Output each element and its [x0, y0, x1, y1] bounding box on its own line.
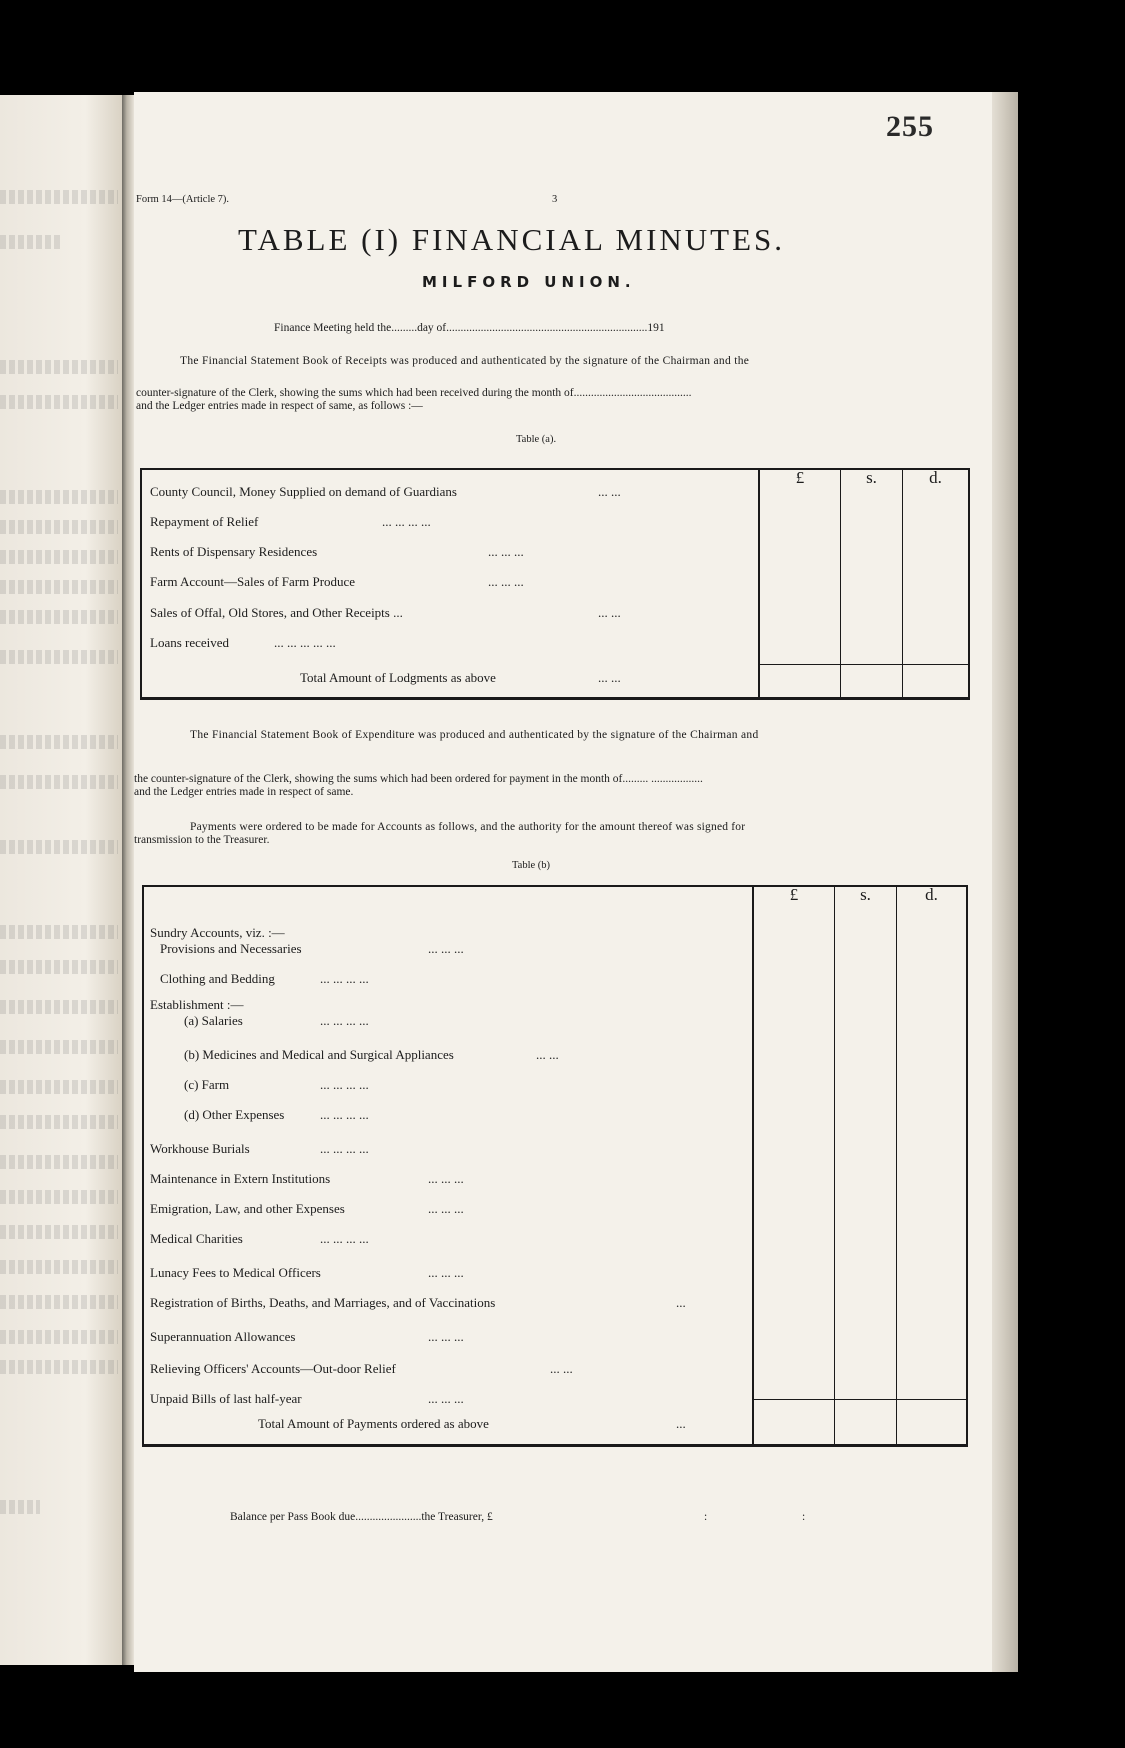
- total-dots: ... ...: [598, 670, 621, 685]
- table-b: [142, 885, 968, 1447]
- table-row: Registration of Births, Deaths, and Marriages, and of Vaccinations: [150, 1295, 496, 1310]
- sheet-number: 3: [552, 194, 558, 205]
- payments-para-line1: Payments were ordered to be made for Accounts as follows, and the authority for the amount thereof was signed for: [190, 821, 746, 833]
- table-row: Establishment :—: [150, 997, 244, 1012]
- page-number: 255: [886, 110, 934, 143]
- page-title: TABLE (I) FINANCIAL MINUTES.: [238, 222, 786, 257]
- page-edge: [992, 92, 1018, 1672]
- row-dots: ...: [676, 1295, 686, 1310]
- total-dots: ...: [676, 1416, 686, 1431]
- table-row: Maintenance in Extern Institutions: [150, 1171, 331, 1186]
- table-row: Medical Charities: [150, 1231, 243, 1246]
- table-row: Sundry Accounts, viz. :—: [150, 925, 285, 940]
- row-dots: ... ... ...: [488, 544, 524, 559]
- row-dots: ... ... ... ...: [320, 1231, 369, 1246]
- row-dots: ... ... ... ...: [320, 1077, 369, 1092]
- receipts-para-line1: The Financial Statement Book of Receipts was produced and authenticated by the signature of the Chairman and the: [180, 355, 750, 367]
- shillings-header: s.: [866, 468, 877, 487]
- row-dots: ... ... ... ...: [320, 1141, 369, 1156]
- receipts-para-line2: counter-signature of the Clerk, showing the sums which had been received during the month of.........................................: [136, 387, 692, 399]
- table-row: Emigration, Law, and other Expenses: [150, 1201, 345, 1216]
- pence-header: d.: [925, 885, 938, 904]
- row-dots: ... ... ...: [428, 1171, 464, 1186]
- row-dots: ... ... ... ...: [320, 971, 369, 986]
- book-gutter: [122, 95, 134, 1665]
- payments-para-line2: transmission to the Treasurer.: [134, 834, 270, 846]
- table-row: Superannuation Allowances: [150, 1329, 296, 1344]
- pence-header: d.: [929, 468, 942, 487]
- facing-page: [0, 95, 122, 1665]
- row-dots: ... ... ... ... ...: [274, 635, 336, 650]
- row-dots: ... ... ...: [428, 1265, 464, 1280]
- row-dots: ... ... ...: [428, 1391, 464, 1406]
- table-row: Unpaid Bills of last half-year: [150, 1391, 302, 1406]
- table-row: (a) Salaries: [184, 1013, 243, 1028]
- row-dots: ... ... ... ...: [320, 1107, 369, 1122]
- row-dots: ... ... ...: [488, 574, 524, 589]
- table-row: Lunacy Fees to Medical Officers: [150, 1265, 321, 1280]
- expenditure-para-line3: and the Ledger entries made in respect of same.: [134, 786, 354, 798]
- table-b-caption: Table (b): [512, 860, 551, 871]
- row-dots: ... ...: [598, 605, 621, 620]
- pounds-header: £: [795, 468, 805, 487]
- table-row: Relieving Officers' Accounts—Out-door Relief: [150, 1361, 396, 1376]
- union-name: MILFORD UNION.: [422, 273, 636, 291]
- total-label: Total Amount of Lodgments as above: [300, 670, 496, 685]
- receipts-para-line3: and the Ledger entries made in respect of same, as follows :—: [136, 400, 423, 412]
- row-dots: ... ...: [550, 1361, 573, 1376]
- row-dots: ... ...: [536, 1047, 559, 1062]
- shillings-header: s.: [860, 885, 871, 904]
- row-dots: ... ... ...: [428, 1329, 464, 1344]
- total-label: Total Amount of Payments ordered as above: [258, 1416, 489, 1431]
- balance-sep-2: :: [802, 1511, 806, 1523]
- table-row: (d) Other Expenses: [184, 1107, 285, 1122]
- table-a-caption: Table (a).: [516, 434, 557, 445]
- table-row: Rents of Dispensary Residences: [150, 544, 318, 559]
- row-dots: ... ... ...: [428, 1201, 464, 1216]
- row-dots: ... ... ...: [428, 941, 464, 956]
- meeting-line: Finance Meeting held the.........day of......................................................................191: [274, 322, 665, 334]
- expenditure-para-line2: the counter-signature of the Clerk, showing the sums which had been ordered for payment in the month of......... ..................: [134, 773, 703, 785]
- balance-line: Balance per Pass Book due.......................the Treasurer, £: [230, 1511, 493, 1523]
- table-row: Farm Account—Sales of Farm Produce: [150, 574, 356, 589]
- table-row: Workhouse Burials: [150, 1141, 250, 1156]
- table-row: Repayment of Relief: [150, 514, 259, 529]
- table-row: Sales of Offal, Old Stores, and Other Receipts ...: [150, 605, 403, 620]
- table-row: (c) Farm: [184, 1077, 230, 1092]
- row-dots: ... ...: [598, 484, 621, 499]
- balance-sep-1: :: [704, 1511, 708, 1523]
- row-dots: ... ... ... ...: [382, 514, 431, 529]
- table-row: Provisions and Necessaries: [160, 941, 302, 956]
- table-row: County Council, Money Supplied on demand of Guardians: [150, 484, 457, 499]
- table-a: [140, 468, 970, 700]
- pounds-header: £: [789, 885, 799, 904]
- expenditure-para-line1: The Financial Statement Book of Expenditure was produced and authenticated by the signature of the Chairman and: [190, 729, 759, 741]
- form-reference: Form 14—(Article 7).: [136, 194, 230, 205]
- document-page: [134, 92, 992, 1672]
- table-row: Clothing and Bedding: [160, 971, 275, 986]
- table-row: Loans received: [150, 635, 230, 650]
- table-row: (b) Medicines and Medical and Surgical Appliances: [184, 1047, 454, 1062]
- row-dots: ... ... ... ...: [320, 1013, 369, 1028]
